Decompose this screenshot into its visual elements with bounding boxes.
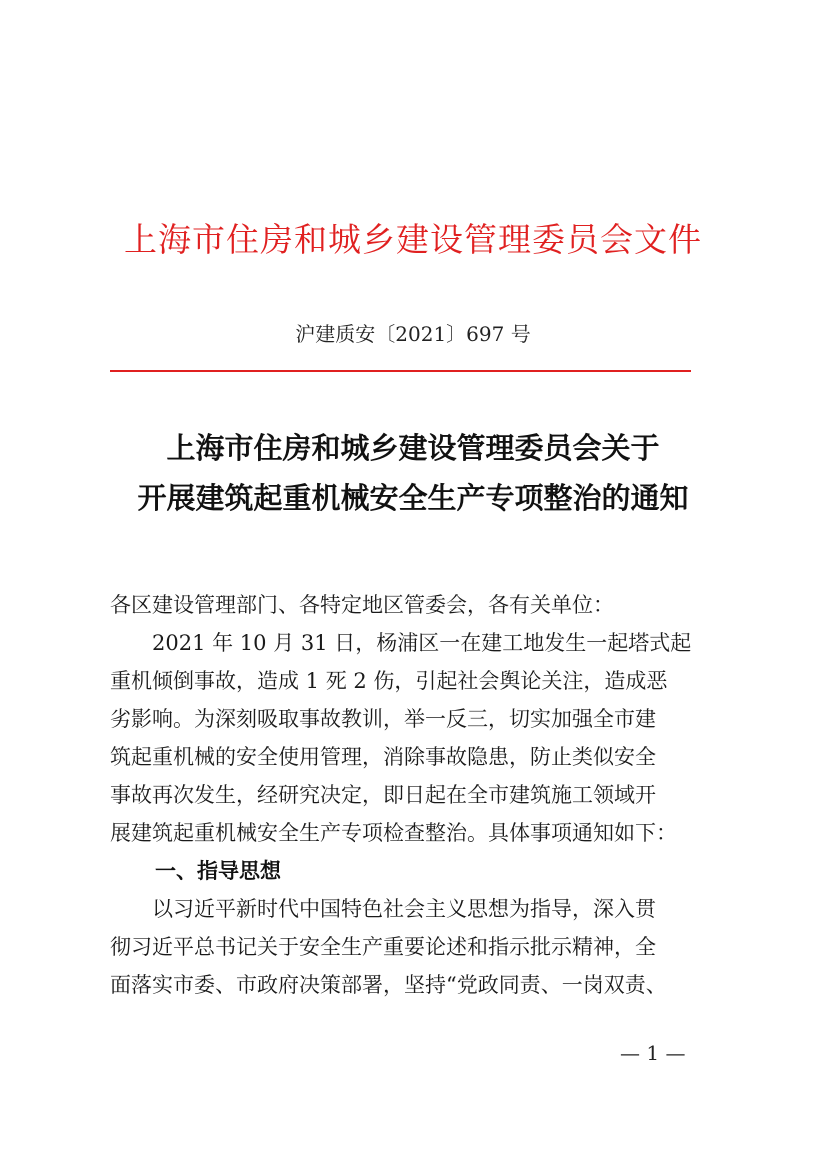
notice-title-line-2: 开展建筑起重机械安全生产专项整治的通知: [137, 481, 689, 515]
issuer-masthead: 上海市住房和城乡建设管理委员会文件: [124, 220, 702, 259]
paragraph-line: 劣影响。为深刻吸取事故教训，举一反三，切实加强全市建: [110, 707, 656, 731]
document-number: 沪建质安〔2021〕697 号: [295, 322, 531, 346]
paragraph-line: 彻习近平总书记关于安全生产重要论述和指示批示精神，全: [110, 935, 656, 959]
section-heading: 一、指导思想: [155, 859, 281, 883]
page-number: — 1 —: [620, 1041, 686, 1065]
paragraph-line: 筑起重机械的安全使用管理，消除事故隐患，防止类似安全: [110, 745, 656, 769]
red-separator-line: [110, 370, 691, 372]
paragraph-line: 展建筑起重机械安全生产专项检查整治。具体事项通知如下：: [110, 821, 677, 845]
paragraph-line: 面落实市委、市政府决策部署，坚持“党政同责、一岗双责、: [110, 973, 667, 997]
notice-title-line-1: 上海市住房和城乡建设管理委员会关于: [166, 431, 660, 465]
paragraph-line: 事故再次发生，经研究决定，即日起在全市建筑施工领域开: [110, 783, 656, 807]
addressee-line: 各区建设管理部门、各特定地区管委会，各有关单位：: [110, 593, 614, 617]
paragraph-line: 以习近平新时代中国特色社会主义思想为指导，深入贯: [110, 897, 656, 921]
paragraph-line: 2021 年 10 月 31 日，杨浦区一在建工地发生一起塔式起: [110, 631, 692, 655]
paragraph-line: 重机倾倒事故，造成 1 死 2 伤，引起社会舆论关注，造成恶: [110, 669, 668, 693]
